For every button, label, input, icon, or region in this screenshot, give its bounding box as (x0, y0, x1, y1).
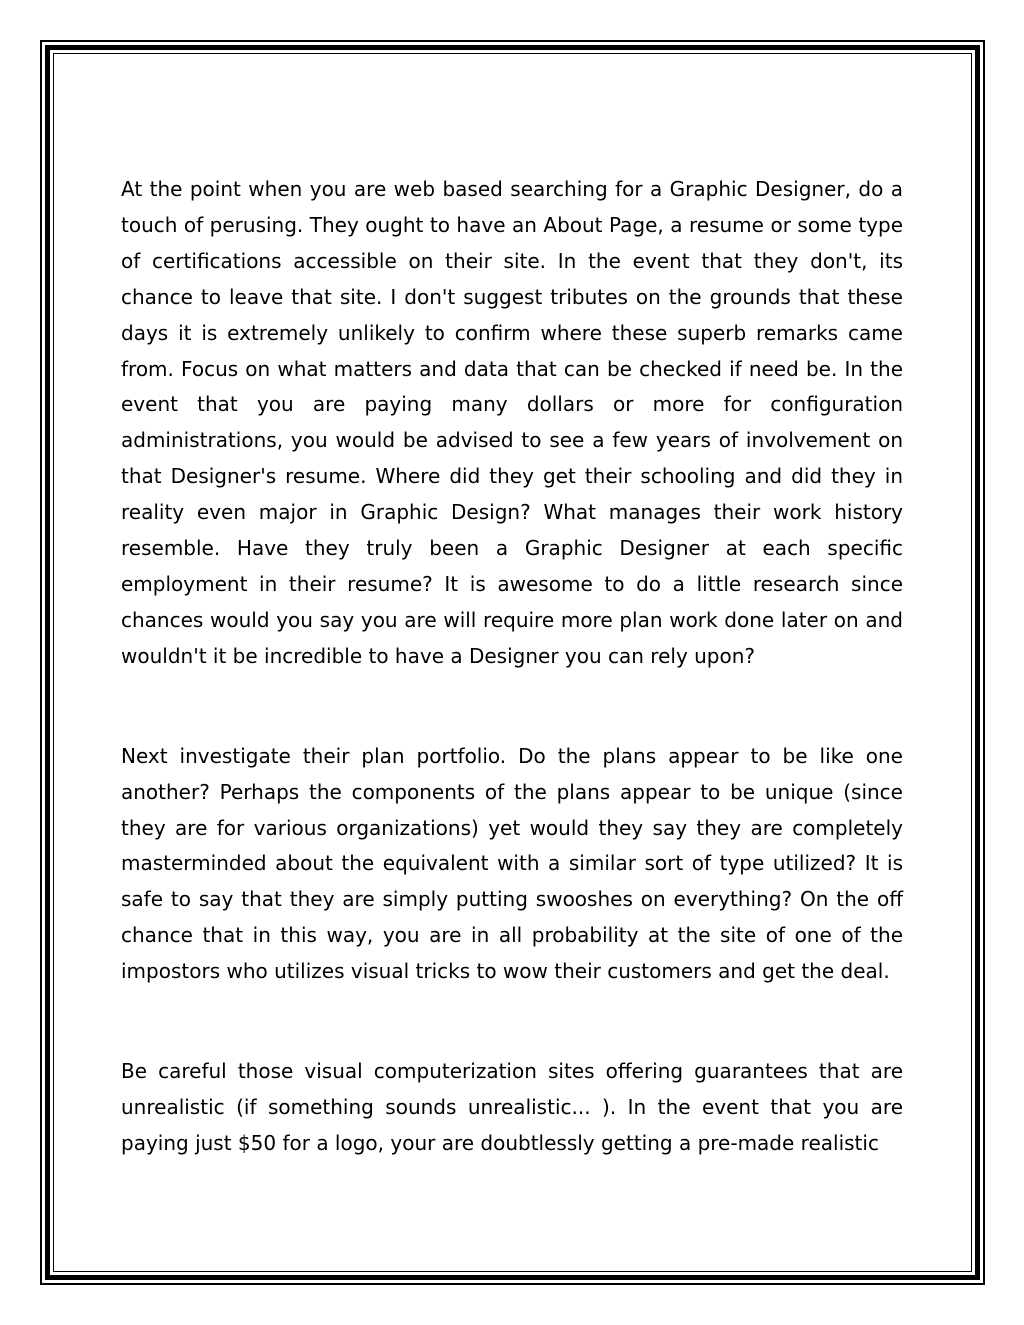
paragraph-2: Next investigate their plan portfolio. Do the plans appear to be like one another? Perhaps the components of the plans appear to be unique (since they are for various organizations) yet would they say they are completely masterminded about the equivalent with a similar sort of type utilized? It is safe to say that they are simply putting swooshes on everything? On the off chance that in this way, you are in all probability at the site of one of the impostors who utilizes visual tricks to wow their customers and get the deal. (121, 743, 903, 984)
paragraph-1: At the point when you are web based searching for a Graphic Designer, do a touch of perusing. They ought to have an About Page, a resume or some type of certifications accessible on their site. In the event that they don't, its chance to leave that site. I don't suggest tributes on the grounds that these days it is extremely unlikely to confirm where these superb remarks came from. Focus on what matters and data that can be checked if need be. In the event that you are paying many dollars or more for configuration administrations, you would be advised to see a few years of involvement on that Designer's resume. Where did they get their schooling and did they in reality even major in Graphic Design? What manages their work history resemble. Have they truly been a Graphic Designer at each specific employment in their resume? It is awesome to do a little research since chances would you say you are will require more plan work done later on and wouldn't it be incredible to have a Designer you can rely upon? (121, 177, 903, 668)
document-body (121, 172, 903, 1162)
paragraph-3: Be careful those visual computerization sites offering guarantees that are unrealistic (if something sounds unrealistic... ). In the event that you are paying just $50 for a logo, your are doubtlessly getting a pre-made realistic (121, 1059, 903, 1155)
